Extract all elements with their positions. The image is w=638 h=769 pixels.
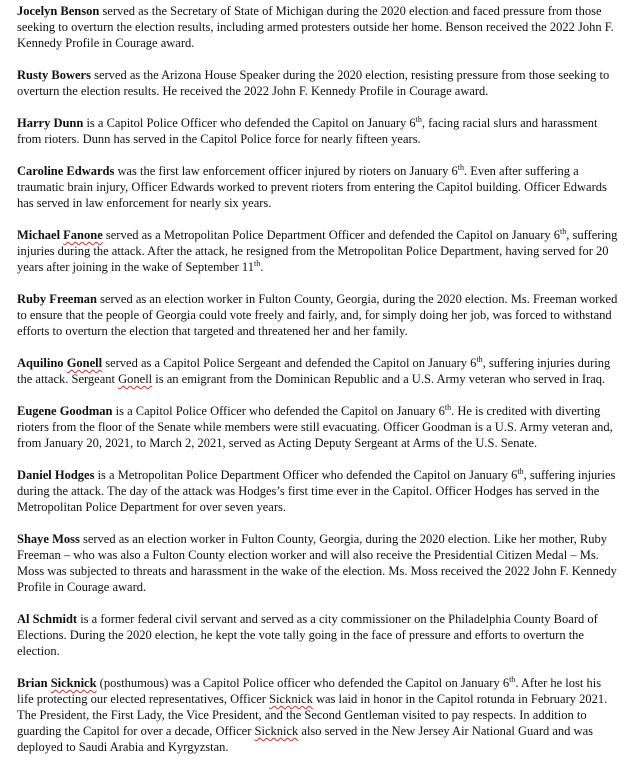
entry-text: also served in the New Jersey Air National Guard and was deployed to Saudi Arabia and Kyrgyzstan.: [17, 724, 593, 754]
entry-name: [17, 356, 102, 370]
entry-daniel-hodges: [17, 467, 620, 515]
entry-eugene-goodman: [17, 403, 620, 451]
entry-name: Shaye Moss: [17, 532, 80, 546]
entry-text: .: [260, 260, 264, 274]
entry-text: . Even after suffering a traumatic brain injury, Officer Edwards worked to prevent rioters from entering the Capitol building. Officer Edwards has served in law enforcement for nearly six years.: [17, 164, 607, 210]
entry-text: is a Metropolitan Police Department Officer who defended the Capitol on January 6: [94, 468, 518, 482]
ordinal-suffix: th: [509, 674, 516, 684]
ordinal-suffix: th: [253, 258, 261, 268]
document-page: [17, 3, 620, 755]
entry-name: [17, 676, 97, 690]
entry-jocelyn-benson: [17, 3, 620, 51]
entry-text: , suffering injuries during the attack. After the attack, he resigned from the Metropolitan Police Department, having served for 20 years after joining in the wake of September 11: [17, 228, 618, 274]
entry-caroline-edwards: [17, 163, 620, 211]
ordinal-suffix: th: [560, 226, 567, 236]
entry-name: Caroline Edwards: [17, 164, 115, 178]
entry-al-schmidt: [17, 611, 620, 659]
spellcheck-word: Sicknick: [50, 676, 97, 690]
entry-text: served as a Metropolitan Police Department Officer and defended the Capitol on January 6: [102, 228, 561, 242]
entry-ruby-freeman: [17, 291, 620, 339]
spellcheck-word: Gonell: [66, 356, 103, 370]
entry-michael-fanone: [17, 227, 620, 275]
entry-text: served as a Capitol Police Sergeant and defended the Capitol on January 6: [102, 356, 477, 370]
entry-name-first: Brian: [17, 676, 51, 690]
ordinal-suffix: th: [476, 354, 483, 364]
ordinal-suffix: th: [415, 114, 422, 124]
entry-aquilino-gonell: [17, 355, 620, 387]
entry-name: Jocelyn Benson: [17, 4, 100, 18]
entry-text: served as an election worker in Fulton County, Georgia, during the 2020 election. Ms. Freeman worked to ensure that the people of Georgia could vote freely and fairly, and, for simply doing her job, was forced to withstand efforts to overturn the election that targeted and threatened her and her family.: [17, 292, 618, 338]
entry-harry-dunn: [17, 115, 620, 147]
entry-text: was the first law enforcement officer injured by rioters on January 6: [114, 164, 458, 178]
entry-shaye-moss: [17, 531, 620, 595]
entry-text: served as the Secretary of State of Michigan during the 2020 election and faced pressure from those seeking to overturn the election results, including armed protesters outside her home. Benson received the 2022 John F. Kennedy Profile in Courage award.: [17, 4, 614, 50]
entry-name: Eugene Goodman: [17, 404, 113, 418]
entry-text: served as the Arizona House Speaker during the 2020 election, resisting pressure from those seeking to overturn the election results. He received the 2022 John F. Kennedy Profile in Courage award.: [17, 68, 610, 98]
entry-name: Harry Dunn: [17, 116, 84, 130]
entry-name: Ruby Freeman: [17, 292, 97, 306]
entry-rusty-bowers: [17, 67, 620, 99]
entry-text: . He is credited with diverting rioters from the floor of the Senate while members were still evacuating. Officer Goodman is a U.S. Army veteran and, from January 20, 2021, to March 2, 2021, served as Acting Deputy Sergeant at Arms of the U.S. Senate.: [17, 404, 613, 450]
entry-name: Al Schmidt: [17, 612, 78, 626]
entry-text: was laid in honor in the Capitol rotunda in February 2021. The President, the First Lady, the Vice President, and the Second Gentleman visited to pay respects. In addition to guarding the Capitol for over a decade, Officer: [17, 692, 608, 738]
entry-text: served as an election worker in Fulton County, Georgia, during the 2020 election. Like her mother, Ruby Freeman – who was also a Fulton County election worker and will also receive the Presidential Citizen Medal – Ms. Moss was subjected to threats and harassment in the wake of the election. Ms. Moss received the 2022 John F. Kennedy Profile in Courage award.: [17, 532, 617, 594]
entry-text: (posthumous) was a Capitol Police officer who defended the Capitol on January 6: [96, 676, 510, 690]
entry-text: , suffering injuries during the attack. Sergeant: [17, 356, 611, 386]
spellcheck-word: Sicknick: [254, 724, 299, 738]
entry-text: is a former federal civil servant and served as a city commissioner on the Philadelphia County Board of Elections. During the 2020 election, he kept the vote tally going in the face of pressure and efforts to overturn the election.: [17, 612, 598, 658]
ordinal-suffix: th: [457, 162, 464, 172]
spellcheck-word: Gonell: [118, 372, 153, 386]
entry-brian-sicknick: [17, 675, 620, 755]
spellcheck-word: Fanone: [63, 228, 103, 242]
entry-name: Daniel Hodges: [17, 468, 95, 482]
entry-text: is a Capitol Police Officer who defended the Capitol on January 6: [112, 404, 445, 418]
entry-text: , facing racial slurs and harassment from rioters. Dunn has served in the Capitol Police force for nearly fifteen years.: [17, 116, 598, 146]
ordinal-suffix: th: [444, 402, 452, 412]
entry-name-first: Aquilino: [17, 356, 67, 370]
entry-name: Rusty Bowers: [17, 68, 91, 82]
entry-text: , suffering injuries during the attack. The day of the attack was Hodges’s first time ever in the Capitol. Officer Hodges has served in the Metropolitan Police Department for over seven years.: [17, 468, 616, 514]
entry-name: [17, 228, 103, 242]
entry-text: . After he lost his life protecting our elected representatives, Officer: [17, 676, 602, 706]
spellcheck-word: Sicknick: [269, 692, 313, 706]
entry-name-first: Michael: [17, 228, 64, 242]
entry-text: is a Capitol Police Officer who defended the Capitol on January 6: [83, 116, 416, 130]
ordinal-suffix: th: [517, 466, 524, 476]
entry-text: is an emigrant from the Dominican Republic and a U.S. Army veteran who served in Iraq.: [152, 372, 606, 386]
